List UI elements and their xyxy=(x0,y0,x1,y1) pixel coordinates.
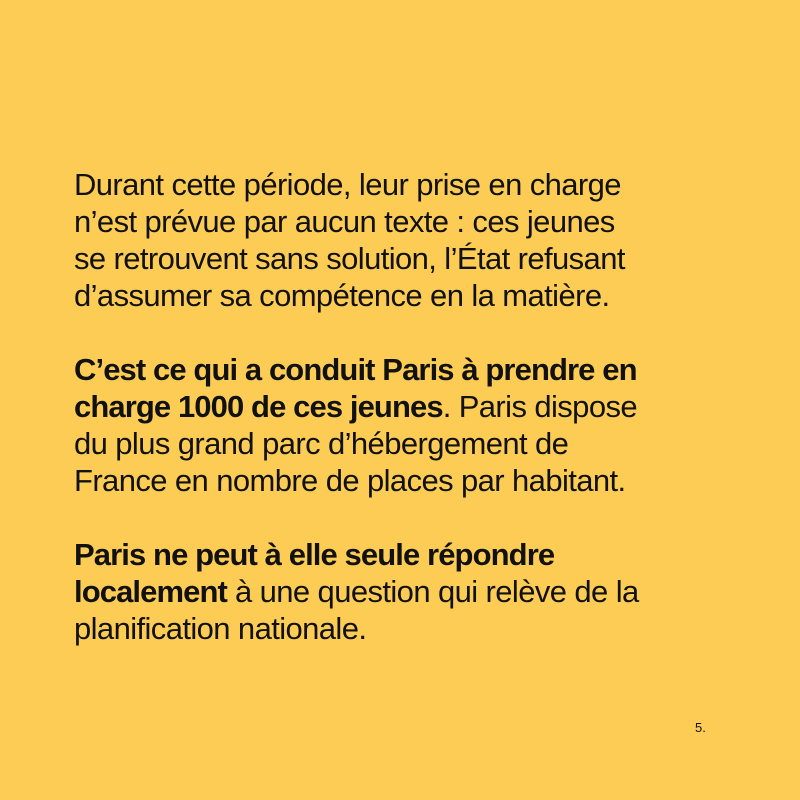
text-run: Durant cette période, leur prise en charge xyxy=(74,167,621,202)
paragraph-1-line-3 xyxy=(74,240,734,277)
paragraph-3 xyxy=(74,536,734,647)
paragraph-2 xyxy=(74,351,734,499)
text-run: planification nationale. xyxy=(74,611,367,646)
paragraph-2-line-1 xyxy=(74,351,734,388)
paragraph-3-line-1 xyxy=(74,536,734,573)
paragraph-2-line-2 xyxy=(74,388,734,425)
bold-text-run: localement xyxy=(74,574,227,609)
text-run: à une question qui relève de la xyxy=(226,574,639,609)
page-number: 5. xyxy=(695,720,706,735)
paragraph-3-line-2 xyxy=(74,573,734,610)
bold-text-run: Paris ne peut à elle seule répondre xyxy=(74,537,555,572)
text-run: du plus grand parc d’hébergement de xyxy=(74,426,569,461)
text-run: France en nombre de places par habitant. xyxy=(74,463,626,498)
paragraph-2-line-4 xyxy=(74,462,734,499)
paragraph-1-line-1 xyxy=(74,166,734,203)
paragraph-2-line-3 xyxy=(74,425,734,462)
bold-text-run: charge 1000 de ces jeunes xyxy=(74,389,443,424)
text-run: se retrouvent sans solution, l’État refusant xyxy=(74,241,625,276)
paragraph-1 xyxy=(74,166,734,314)
paragraph-1-line-4 xyxy=(74,277,734,314)
paragraph-3-line-3 xyxy=(74,610,734,647)
bold-text-run: C’est ce qui a conduit Paris à prendre en xyxy=(74,352,637,387)
paragraph-1-line-2 xyxy=(74,203,734,240)
text-run: . Paris dispose xyxy=(442,389,638,424)
text-run: d’assumer sa compétence en la matière. xyxy=(74,278,610,313)
body-text xyxy=(74,166,734,647)
text-run: n’est prévue par aucun texte : ces jeunes xyxy=(74,204,615,239)
